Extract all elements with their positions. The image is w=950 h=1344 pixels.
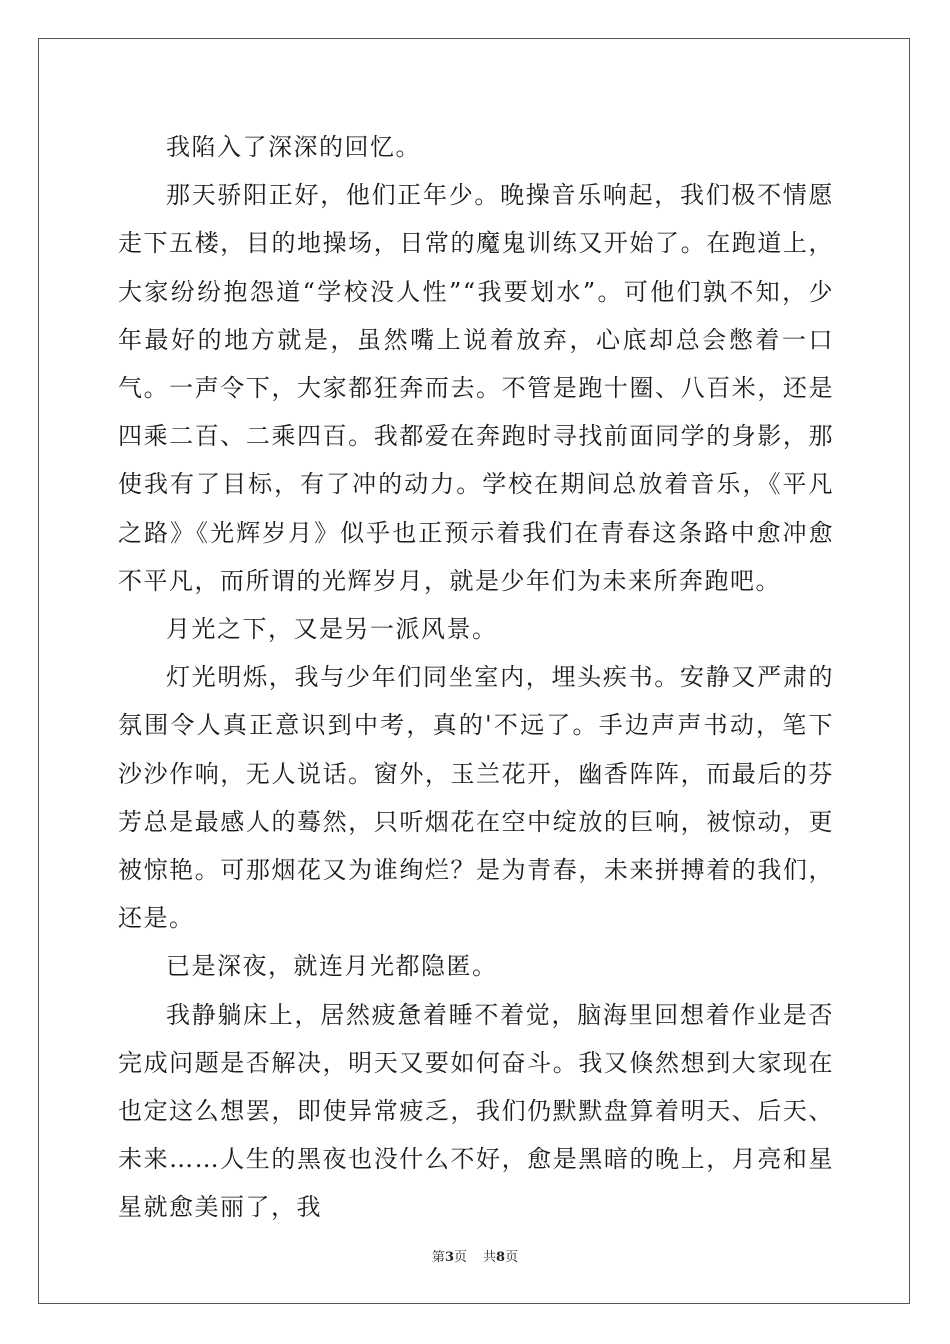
paragraph: 我陷入了深深的回忆。 xyxy=(166,133,421,161)
paragraph: 灯光明烁，我与少年们同坐室内，埋头疾书。安静又严肃的氛围令人真正意识到中考，真的'不远了。手边声声书动，笔下沙沙作响，无人说话。窗外，玉兰花开，幽香阵阵，而最后的芬芳总是最感人的蓦然，只听烟花在空中绽放的巨响，被惊动，更被惊艳。可那烟花又为谁绚烂？是为青春，未来拼搏着的我们，还是。 xyxy=(118,663,834,933)
document-body xyxy=(118,123,834,1232)
paragraph: 那天骄阳正好，他们正年少。晚操音乐响起，我们极不情愿走下五楼，目的地操场，日常的魔鬼训练又开始了。在跑道上，大家纷纷抱怨道“学校没人性”“我要划水”。可他们孰不知，少年最好的地方就是，虽然嘴上说着放弃，心底却总会憋着一口气。一声令下，大家都狂奔而去。不管是跑十圈、八百米，还是四乘二百、二乘四百。我都爱在奔跑时寻找前面同学的身影，那使我有了目标，有了冲的动力。学校在期间总放着音乐，《平凡之路》《光辉岁月》似乎也正预示着我们在青春这条路中愈冲愈不平凡，而所谓的光辉岁月，就是少年们为未来所奔跑吧。 xyxy=(118,181,834,595)
paragraph: 月光之下，又是另一派风景。 xyxy=(166,615,498,644)
page-footer xyxy=(0,1246,950,1265)
page-number: 第3页 xyxy=(431,1250,467,1265)
paragraph: 我静躺床上，居然疲惫着睡不着觉，脑海里回想着作业是否完成问题是否解决，明天又要如何奋斗。我又倏然想到大家现在也定这么想罢，即使异常疲乏，我们仍默默盘算着明天、后天、未来……人生的黑夜也没什么不好，愈是黑暗的晚上，月亮和星星就愈美丽了，我 xyxy=(118,1000,834,1222)
paragraph: 已是深夜，就连月光都隐匿。 xyxy=(166,952,498,981)
page-total: 共8页 xyxy=(483,1250,519,1265)
